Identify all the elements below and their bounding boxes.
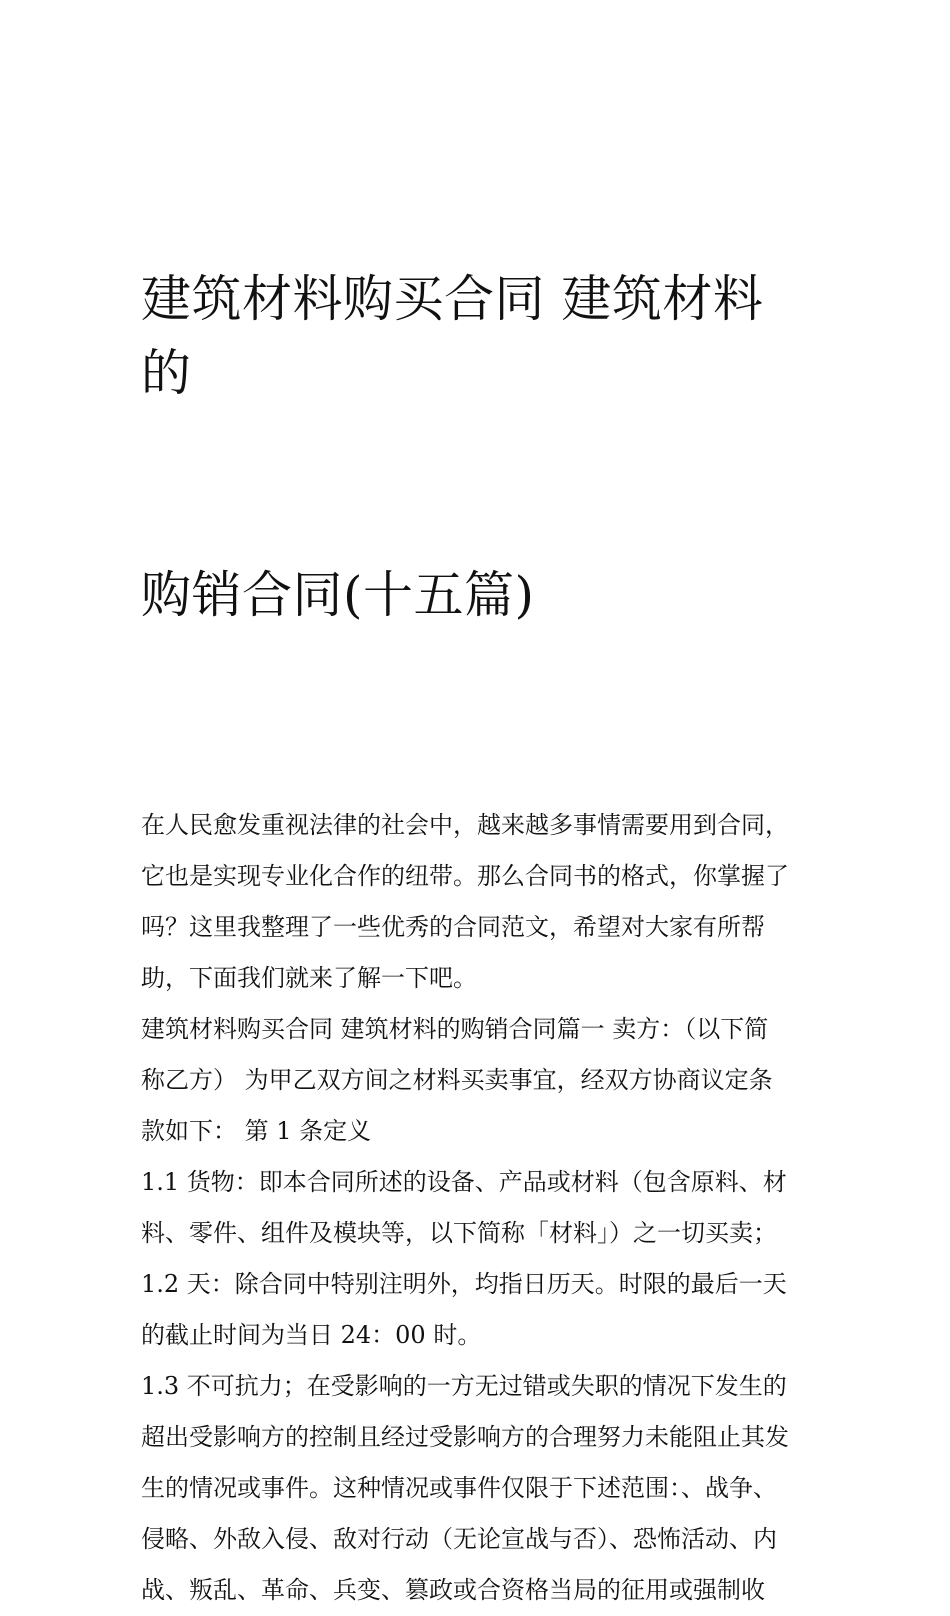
body-line-8: 1.1 货物：即本合同所述的设备、产品或材料（包含原料、材 bbox=[141, 1168, 787, 1196]
document-content bbox=[141, 114, 811, 1616]
body-line-13: 超出受影响方的控制且经过受影响方的合理努力未能阻止其发 bbox=[141, 1423, 789, 1451]
body-line-2: 它也是实现专业化合作的纽带。那么合同书的格式，你掌握了 bbox=[141, 862, 789, 890]
body-line-10: 1.2 天：除合同中特别注明外，均指日历天。时限的最后一天 bbox=[141, 1270, 787, 1298]
body-line-12: 1.3 不可抗力；在受影响的一方无过错或失职的情况下发生的 bbox=[141, 1372, 787, 1400]
body-line-14: 生的情况或事件。这种情况或事件仅限于下述范围：、战争、 bbox=[141, 1474, 777, 1502]
body-line-11: 的截止时间为当日 24：00 时。 bbox=[141, 1321, 482, 1349]
body-line-4: 助，下面我们就来了解一下吧。 bbox=[141, 964, 477, 992]
body-line-7: 款如下： 第 1 条定义 bbox=[141, 1117, 372, 1145]
document-body bbox=[141, 800, 811, 1616]
body-line-15: 侵略、外敌入侵、敌对行动（无论宣战与否）、恐怖活动、内 bbox=[141, 1525, 777, 1553]
body-line-5: 建筑材料购买合同 建筑材料的购销合同篇一 卖方：（以下简 bbox=[141, 1015, 769, 1043]
body-line-16: 战、叛乱、革命、兵变、篡政或合资格当局的征用或强制收 bbox=[141, 1576, 765, 1604]
document-title bbox=[141, 114, 811, 780]
body-line-3: 吗？这里我整理了一些优秀的合同范文，希望对大家有所帮 bbox=[141, 913, 765, 941]
body-line-1: 在人民愈发重视法律的社会中，越来越多事情需要用到合同， bbox=[141, 811, 789, 839]
title-line-1: 建筑材料购买合同 建筑材料的 bbox=[141, 270, 764, 402]
body-line-6: 称乙方） 为甲乙双方间之材料买卖事宜，经双方协商议定条 bbox=[141, 1066, 773, 1094]
body-line-9: 料、零件、组件及模块等，以下简称「材料」）之一切买卖； bbox=[141, 1219, 777, 1247]
title-line-2: 购销合同(十五篇) bbox=[141, 566, 535, 624]
